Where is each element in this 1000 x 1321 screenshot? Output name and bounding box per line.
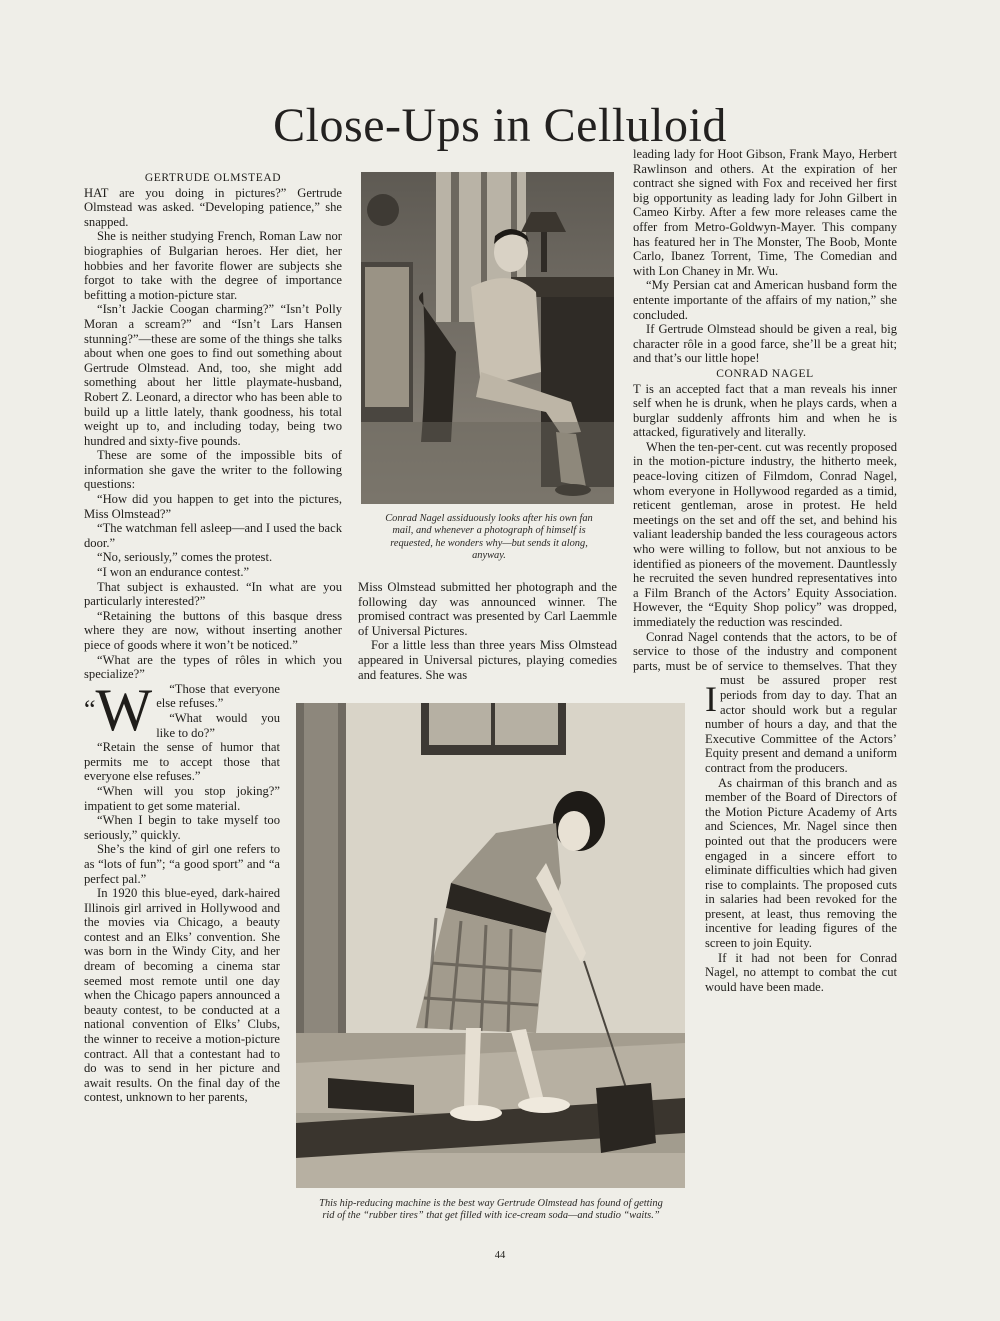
paragraph: “What would you like to do?” (156, 710, 280, 740)
paragraph: leading lady for Hoot Gibson, Frank Mayo, Herbert Rawlinson and others. At the expiration of her contract she signed with Fox and received her first big opportunity as leading lady for John Gilbert in Cameo Kirby. After a few more releases came the offer from Metro-Goldwyn-Mayer. This company has featured her in The Monster, The Boob, Monte Carlo, Ibanez Torrent, Time, The Comedian and with Lon Chaney in Mr. Wu. (633, 147, 897, 278)
paragraph: If it had not been for Conrad Nagel, no attempt to combat the cut would have been made. (705, 950, 897, 994)
caption-gertrude-olmstead: This hip-reducing machine is the best way Gertrude Olmstead has found of getting rid of the “rubber tires” that get filled with ice-cream soda—and studio “waits.” (319, 1198, 663, 1222)
paragraph: In 1920 this blue-eyed, dark-haired Illinois girl arrived in Hollywood and the movies via Chicago, a beauty contest and an Elks’ convention. She was born in the Windy City, and her dream of becoming a cinema star seemed most remote until one day when the Chicago papers announced a beauty contest, to be conducted at a national convention of Elks’ Clubs, the winner to receive a motion-picture contract. All that a contestant had to do was to send in her picture and await results. On the final day of the contest, unknown to her parents, (84, 886, 280, 1105)
byline-gertrude: GERTRUDE OLMSTEAD (144, 172, 282, 184)
paragraph: She’s the kind of girl one refers to as “lots of fun”; “a good sport” and “a perfect pal.” (84, 842, 280, 886)
paragraph: “Retaining the buttons of this basque dress where they are now, without inserting another piece of goods where it won’t be noticed.” (84, 608, 342, 652)
drop-cap: “W (84, 677, 153, 743)
article-lead-conrad: I T is an accepted fact that a man reveals his inner self when he is drunk, when he plays cards, when a burglar suddenly affronts him and when he is attacked, figuratively and literally. (633, 381, 897, 719)
paragraph: These are some of the impossible bits of information she gave the writer to the following questions: (84, 448, 342, 492)
page-number: 44 (494, 1250, 506, 1261)
paragraph: Miss Olmstead submitted her photograph and the following day was announced winner. The promised contract was presented by Carl Laemmle of Universal Pictures. (358, 580, 617, 638)
paragraph: When the ten-per-cent. cut was recently proposed in the motion-picture industry, the hitherto meek, peace-loving citizen of Filmdom, Conrad Nagel, whom everyone in Hollywood regarded as a timid, reticent gentleman, arose in protest. He held meetings on the set and off the set, and behind his valiant leadership banded the less courageous actors who were willing to follow, but not anxious to be identified as pioneers of the movement. Dauntlessly he recruited the seven hundred representatives into a Film Branch of the Actors’ Equity Association. However, the “Equity Shop policy” was dropped, immediately the reduction was rescinded. (633, 439, 897, 629)
paragraph: “The watchman fell asleep—and I used the back door.” (84, 521, 342, 550)
paragraph: “No, seriously,” comes the protest. (97, 550, 273, 565)
article-lead: “W HAT are you doing in pictures?” Gertrude Olmstead was asked. “Developing patience,” she snapped. (84, 185, 342, 743)
byline-conrad: CONRAD NAGEL (716, 367, 814, 380)
paragraph: “Those that everyone else refuses.” (156, 681, 280, 711)
paragraph: “When will you stop joking?” impatient to get some material. (84, 783, 280, 813)
column-middle (358, 580, 617, 682)
photo-conrad-nagel (361, 172, 614, 504)
photo-wrap-area-right (633, 683, 705, 1243)
paragraph: “What are the types of rôles in which you specialize?” (84, 652, 342, 682)
caption-conrad-nagel: Conrad Nagel assiduously looks after his own fan mail, and whenever a photograph of himself is requested, he wonders why—but sends it along, anyway. (385, 513, 593, 562)
paragraph: “When I begin to take myself too seriously,” quickly. (84, 813, 280, 842)
column-right (633, 147, 897, 1242)
photo-conrad-nagel-image (361, 172, 614, 504)
paragraph: As chairman of this branch and as member of the Board of Directors of the Motion Picture Academy of Arts and Sciences, Mr. Nagel since then pointed out that the producers were engaged in a sincere effort to eliminate difficulties which had given rise to complaints. The proposed cuts in salaries had been revoked for the present, at least, thus removing the incentive for leading figures of the screen to join Equity. (705, 775, 897, 951)
paragraph: “Retain the sense of humor that permits me to accept those that everyone else refuses.” (84, 740, 280, 784)
photo-gertrude-olmstead (296, 703, 685, 1188)
paragraph: “My Persian cat and American husband form the entente importante of the affairs of my nation,” she concluded. (633, 278, 897, 322)
paragraph: If Gertrude Olmstead should be given a real, big character rôle in a good farce, she’ll be a great hit; and that’s our little hope! (633, 322, 897, 366)
photo-gertrude-olmstead-image (296, 703, 685, 1188)
paragraph: “How did you happen to get into the pictures, Miss Olmstead?” (84, 492, 342, 521)
page-title: Close-Ups in Celluloid (273, 99, 727, 152)
paragraph: For a little less than three years Miss Olmstead appeared in Universal pictures, playing comedies and features. She was (358, 638, 617, 682)
paragraph: Conrad Nagel contends that the actors, to be of service to those of the industry and component parts, must be of service to themselves. That they must be assured proper rest periods from day to day. That an actor should work but a regular number of hours a day, and that the Executive Committee of the Actors’ Equity present and demand a uniform contract from the producers. (633, 629, 897, 775)
paragraph: “Isn’t Jackie Coogan charming?” “Isn’t Polly Moran a scream?” and “Isn’t Lars Hansen stunning?”—these are some of the things she talks about when one goes to find out something about Gertrude Olmstead. And, too, she might add something about her little playmate-husband, Robert Z. Leonard, a director who has been able to build up a little lately, thank goodness, his total weight up to, and including today, being two hundred and sixty-five pounds. (84, 302, 342, 448)
drop-cap: I (705, 679, 717, 719)
paragraph: She is neither studying French, Roman Law nor biographies of Bulgarian heroes. Her diet, her hobbies and her favorite flower are subjects she forgot to take with the degree of importance befitting a motion-picture star. (84, 229, 342, 302)
paragraph: “I won an endurance contest.” (97, 565, 250, 580)
paragraph: That subject is exhausted. “In what are you particularly interested?” (84, 579, 342, 609)
